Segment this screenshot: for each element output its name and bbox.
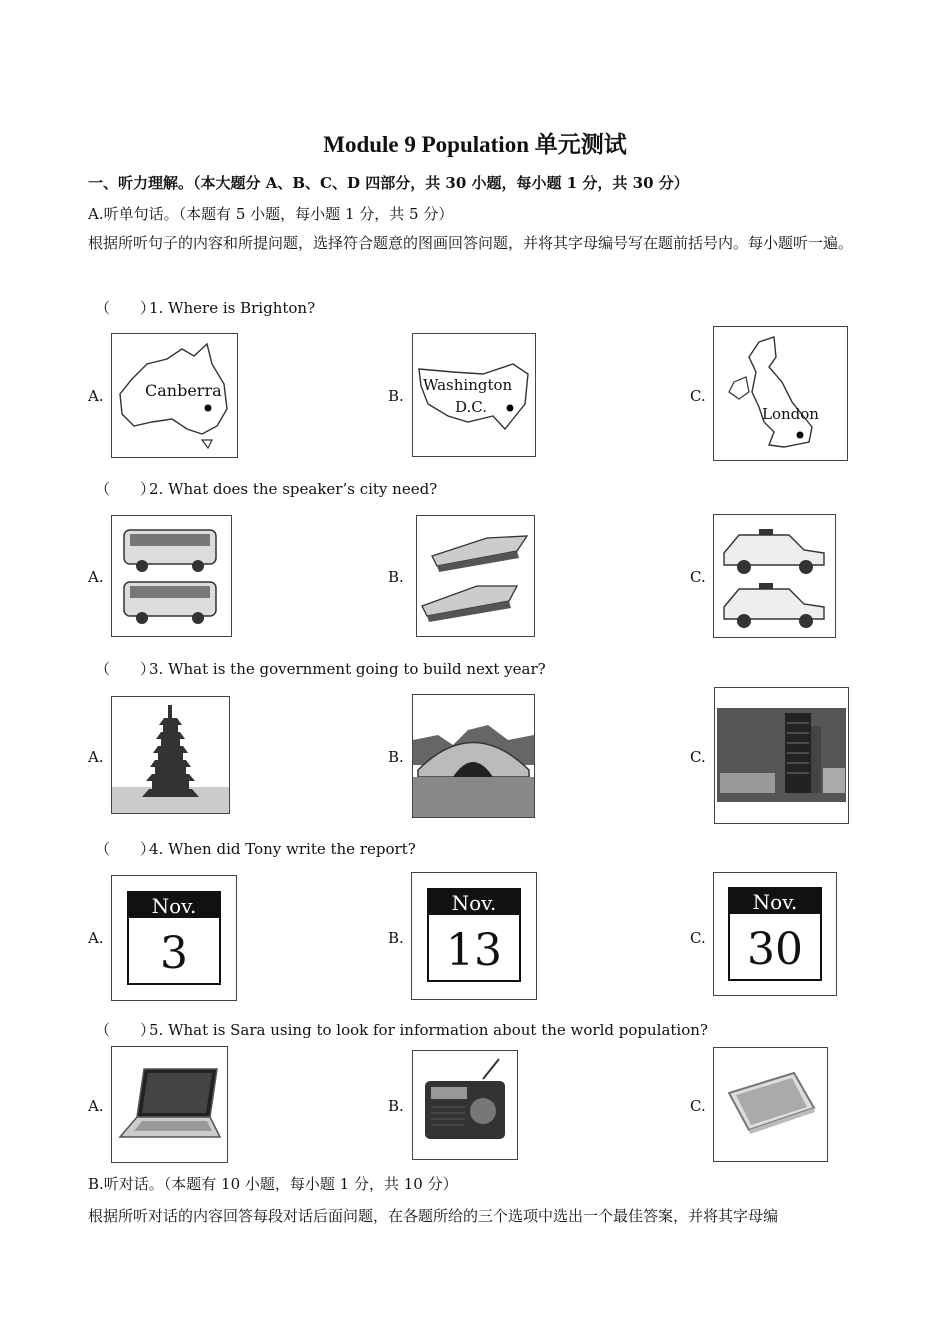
- part-a-instructions: 根据所听句子的内容和所提问题，选择符合题意的图画回答问题，并将其字母编号写在题前括号内。每小题听一遍。: [88, 234, 854, 252]
- buses-image: [111, 515, 232, 637]
- usa-map-image: [412, 333, 536, 457]
- part-b-instructions: 根据所听对话的内容回答每段对话后面问题，在各题所给的三个选项中选出一个最佳答案，并将其字母编: [88, 1207, 779, 1225]
- part-a-heading: A.听单句话。（本题有 5 小题，每小题 1 分，共 5 分）: [88, 205, 454, 223]
- option-label-c[interactable]: C.: [690, 1097, 706, 1115]
- radio-image: [412, 1050, 518, 1160]
- question-4: [95, 838, 416, 859]
- option-label-c[interactable]: C.: [690, 568, 706, 586]
- calendar-day: 30: [747, 924, 803, 975]
- question-text: 1. Where is Brighton?: [149, 299, 316, 317]
- map-label-canberra: Canberra: [145, 381, 222, 400]
- option-label-a[interactable]: A.: [88, 929, 104, 947]
- page-title: Module 9 Population 单元测试: [323, 132, 627, 157]
- calendar-image-c: [713, 872, 837, 996]
- option-label-a[interactable]: A.: [88, 748, 104, 766]
- option-label-c[interactable]: C.: [690, 748, 706, 766]
- question-5: [95, 1019, 708, 1040]
- pagoda-image: [111, 696, 230, 814]
- australia-map-image: [111, 333, 238, 458]
- option-label-b[interactable]: B.: [388, 929, 404, 947]
- trains-image: [416, 515, 535, 637]
- skyscraper-image: [714, 687, 849, 824]
- option-label-b[interactable]: B.: [388, 748, 404, 766]
- part-b-heading: B.听对话。（本题有 10 小题，每小题 1 分，共 10 分）: [88, 1175, 458, 1193]
- answer-bracket[interactable]: （ ）: [95, 660, 156, 678]
- section-heading: 一、听力理解。（本大题分 A、B、C、D 四部分，共 30 小题，每小题 1 分，共 30 分）: [88, 174, 689, 192]
- option-label-a[interactable]: A.: [88, 568, 104, 586]
- calendar-month: Nov.: [151, 894, 197, 918]
- option-label-c[interactable]: C.: [690, 387, 706, 405]
- calendar-image-a: [111, 875, 237, 1001]
- map-label-london: London: [762, 405, 819, 423]
- map-label-dc: D.C.: [455, 398, 487, 416]
- smartphone-image: [713, 1047, 828, 1162]
- option-label-b[interactable]: B.: [388, 387, 404, 405]
- bridge-image: [412, 694, 535, 818]
- option-label-b[interactable]: B.: [388, 568, 404, 586]
- option-label-a[interactable]: A.: [88, 387, 104, 405]
- question-text: 4. When did Tony write the report?: [149, 840, 416, 858]
- taxis-image: [713, 514, 836, 638]
- question-text: 2. What does the speaker’s city need?: [149, 480, 438, 498]
- laptop-image: [111, 1046, 228, 1163]
- calendar-image-b: [411, 872, 537, 1000]
- calendar-month: Nov.: [752, 890, 798, 914]
- question-text: 5. What is Sara using to look for information about the world population?: [149, 1021, 708, 1039]
- answer-bracket[interactable]: （ ）: [95, 299, 156, 317]
- question-text: 3. What is the government going to build next year?: [149, 660, 546, 678]
- calendar-day: 13: [446, 925, 502, 976]
- calendar-month: Nov.: [451, 891, 497, 915]
- uk-map-image: [713, 326, 848, 461]
- question-1: [95, 297, 315, 318]
- map-label-washington: Washington: [423, 376, 513, 394]
- option-label-c[interactable]: C.: [690, 929, 706, 947]
- question-2: [95, 478, 437, 499]
- answer-bracket[interactable]: （ ）: [95, 840, 156, 858]
- answer-bracket[interactable]: （ ）: [95, 480, 156, 498]
- option-label-b[interactable]: B.: [388, 1097, 404, 1115]
- option-label-a[interactable]: A.: [88, 1097, 104, 1115]
- calendar-day: 3: [160, 928, 188, 979]
- question-3: [95, 658, 546, 679]
- answer-bracket[interactable]: （ ）: [95, 1021, 156, 1039]
